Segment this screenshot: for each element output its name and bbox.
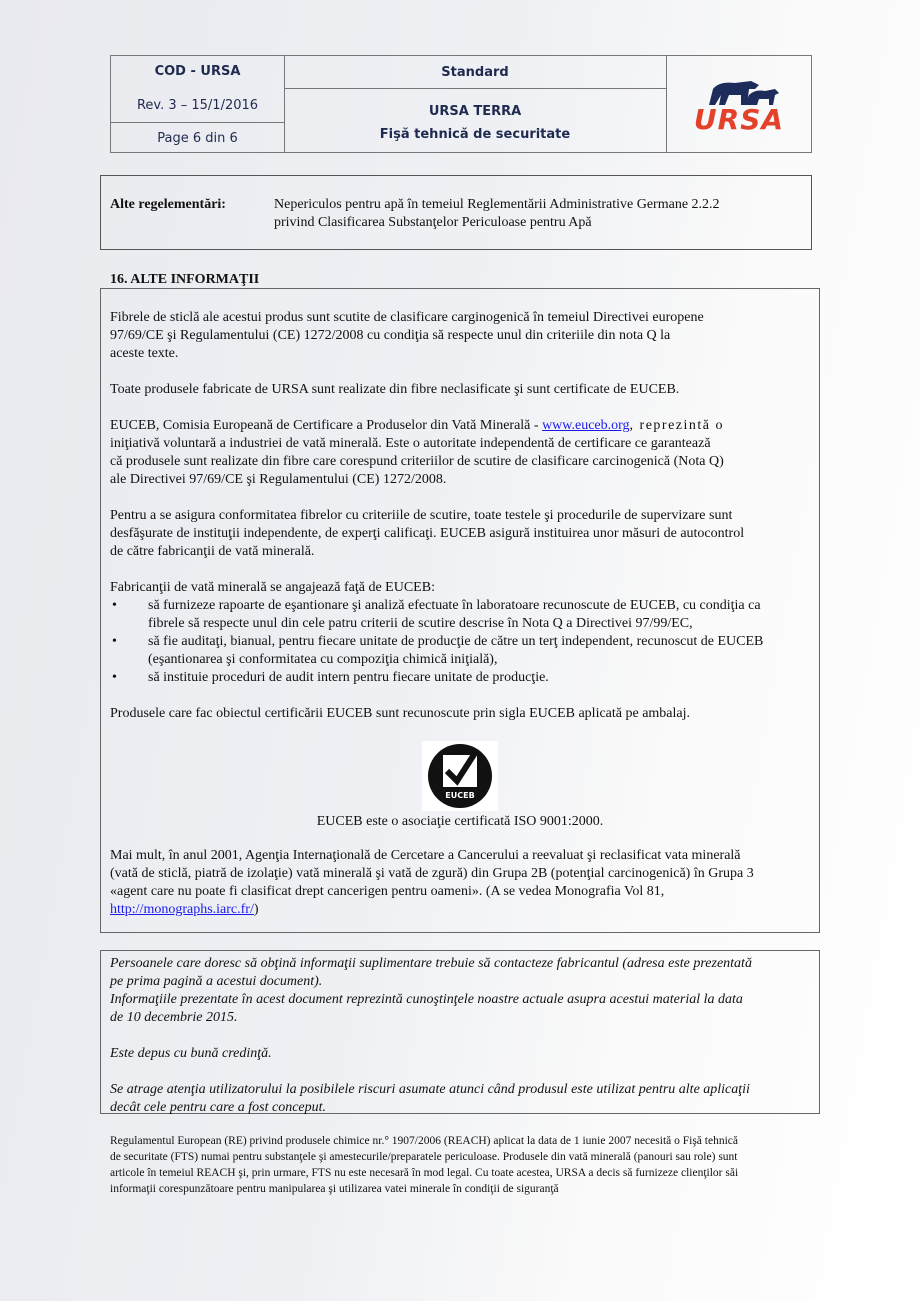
regulations-box	[100, 175, 812, 250]
paragraph	[110, 847, 815, 919]
text-line: «agent care nu poate fi clasificat drept cancerigen pentru oameni». (A se vedea Monografia Vol 81,	[110, 884, 665, 899]
text-line: (eşantionarea şi conformitatea cu compoziţia chimică iniţială),	[148, 652, 498, 667]
text-line: Toate produsele fabricate de URSA sunt realizate din fibre neclasificate şi sunt certificate de EUCEB.	[110, 382, 680, 397]
text-line: privind Clasificarea Substanţelor Periculoase pentru Apă	[274, 215, 592, 230]
iarc-link[interactable]: http://monographs.iarc.fr/	[110, 902, 254, 917]
ursa-logo	[666, 56, 812, 153]
commitment-list	[110, 597, 815, 687]
text-line: fibrele să respecte unul din cele patru criterii de scutire descrise în Nota Q a Directivei 97/99/EC,	[148, 616, 693, 631]
product-name: URSA TERRA	[428, 103, 522, 119]
text-line: Pentru a se asigura conformitatea fibrelor cu criteriile de scutire, toate testele şi procedurile de supervizare sunt	[110, 508, 733, 523]
paragraph	[110, 955, 752, 1027]
doc-title: Fişă tehnică de securitate	[379, 126, 571, 142]
doc-code: COD - URSA	[154, 63, 241, 79]
text-line: informaţii corespunzătoare pentru manipularea şi utilizarea vatei minerale în condiţii de siguranţă	[110, 1183, 559, 1195]
bear-icon	[689, 77, 789, 107]
paragraph-lines	[110, 847, 815, 901]
section-16-box	[100, 288, 820, 933]
paragraph	[110, 309, 815, 363]
text-line: iniţiativă voluntară a industriei de vată minerală. Este o autoritate independentă de certificare ce garantează	[110, 436, 711, 451]
text-line: de către fabricanţii de vată minerală.	[110, 544, 315, 559]
text-line: că produsele sunt realizate din fibre care corespund criteriilor de scutire de clasificare carcinogenică (Nota Q)	[110, 454, 724, 469]
text: )	[253, 902, 259, 917]
text: , reprezintă o	[629, 418, 725, 433]
text-line: de securitate (FTS) numai pentru substanţele şi amestecurile/preparatele periculoase. Produsele din vată minerală (panouri sau role) sunt	[110, 1151, 738, 1163]
euceb-check-icon	[427, 743, 493, 809]
paragraph	[110, 507, 815, 561]
text-line: articole în temeiul REACH şi, prin urmare, FTS nu este necesară în mod legal. Cu toate acestea, URSA a decis să furnizeze clienţilor săi	[110, 1167, 739, 1179]
text-line: Este depus cu bună credinţă.	[110, 1046, 272, 1061]
paragraph	[110, 417, 815, 489]
text-line: de 10 decembrie 2015.	[110, 1010, 238, 1025]
text: EUCEB, Comisia Europeană de Certificare a Produselor din Vată Minerală -	[110, 418, 543, 433]
regulations-label: Alte regelementări:	[110, 197, 226, 212]
euceb-logo	[422, 741, 498, 811]
list-item	[110, 597, 815, 633]
paragraph	[110, 1045, 752, 1063]
regulations-text	[274, 196, 720, 232]
disclaimer-box	[100, 950, 820, 1114]
text-line: Mai mult, în anul 2001, Agenţia Internaţională de Cercetare a Cancerului a reevaluat şi reclasificat vata minerală	[110, 848, 741, 863]
text-line: Informaţiile prezentate în acest document reprezintă cunoştinţele noastre actuale asupra acestui material la data	[110, 992, 743, 1007]
text-line: ale Directivei 97/69/CE şi Regulamentului (CE) 1272/2008.	[110, 472, 447, 487]
logo-caption: EUCEB este o asociaţie certificată ISO 9001:2000.	[316, 814, 604, 829]
text-line: Se atrage atenţia utilizatorului la posibilele riscuri asumate atunci când produsul este utilizat pentru alte aplicaţii	[110, 1082, 750, 1097]
euceb-link[interactable]: www.euceb.org	[542, 418, 630, 433]
document-header	[110, 55, 812, 153]
paragraph-intro: Fabricanţii de vată minerală se angajează faţă de EUCEB:	[110, 580, 435, 595]
text-line: Fibrele de sticlă ale acestui produs sunt scutite de clasificare carginogenică în temeiul Directivei europene	[110, 310, 704, 325]
text-line: pe prima pagină a acestui document).	[110, 974, 323, 989]
text-line: desfăşurate de instituţii independente, de experţi calificaţi. EUCEB asigură instituirea unor măsuri de autocontrol	[110, 526, 745, 541]
text-line: Persoanele care doresc să obţină informaţii suplimentare trebuie să contacteze fabricantul (adresa este prezentată	[110, 956, 752, 971]
text-line: • să furnizeze rapoarte de eşantionare şi analiză efectuate în laboratoare recunoscute de EUCEB, cu condiţia ca	[148, 598, 761, 613]
paragraph	[110, 381, 815, 399]
standard-label: Standard	[441, 64, 509, 80]
text-line: • să fie auditaţi, bianual, pentru fiecare unitate de producţie de către un terţ independent, recunoscut de EUCEB	[148, 634, 764, 649]
page-number: Page 6 din 6	[157, 130, 238, 146]
list-item	[110, 633, 815, 669]
paragraph	[110, 705, 815, 723]
text-line: • să instituie proceduri de audit intern pentru fiecare unitate de producţie.	[148, 670, 549, 685]
reach-footnote	[110, 1133, 738, 1197]
text-line: aceste texte.	[110, 346, 179, 361]
svg-text:EUCEB: EUCEB	[445, 791, 475, 800]
text-line: 97/69/CE şi Regulamentului (CE) 1272/2008 cu condiţia să respecte unul din criteriile din nota Q la	[110, 328, 671, 343]
paragraph	[110, 1081, 752, 1117]
text-line: Produsele care fac obiectul certificării EUCEB sunt recunoscute prin sigla EUCEB aplicată pe ambalaj.	[110, 706, 691, 721]
section-title: 16. ALTE INFORMAŢII	[110, 272, 260, 287]
text-line: Regulamentul European (RE) privind produsele chimice nr.° 1907/2006 (REACH) aplicat la data de 1 iunie 2007 necesită o Fişă tehnică	[110, 1135, 738, 1147]
text-line: Nepericulos pentru apă în temeiul Reglementării Administrative Germane 2.2.2	[274, 197, 720, 212]
text-line: (vată de sticlă, piatră de izolaţie) vată minerală şi vată de zgură) din Grupa 2B (potenţial carcinogenică) în Grupa 3	[110, 866, 754, 881]
text-line: decât cele pentru care a fost conceput.	[110, 1100, 327, 1115]
paragraph-cont	[110, 435, 815, 489]
revision: Rev. 3 – 15/1/2016	[136, 98, 259, 113]
list-item	[110, 669, 815, 687]
logo-text: URSA	[693, 102, 785, 136]
